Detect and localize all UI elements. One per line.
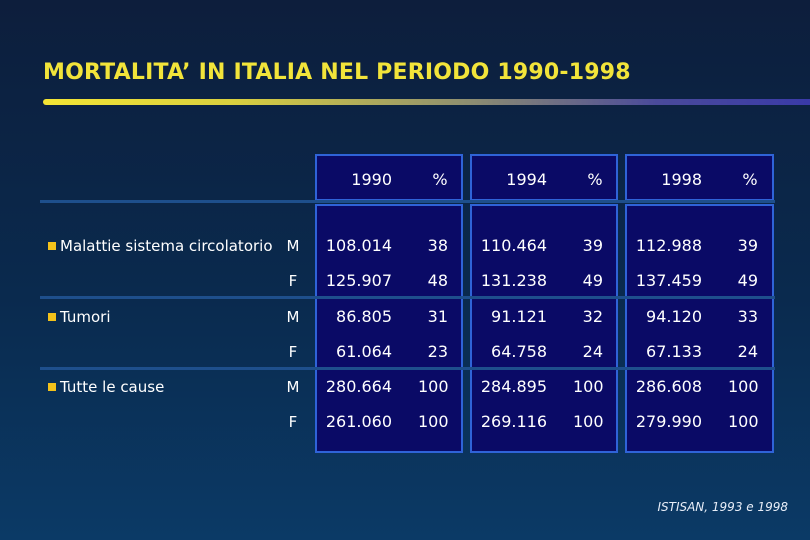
pct-cell: 49 [582,271,603,290]
cause-label: Malattie sistema circolatorio [60,237,273,255]
value-cell: 61.064 [336,342,392,361]
pct-header-1994: % [587,170,603,189]
sex-label: F [288,413,298,431]
group-separator-2 [40,367,775,370]
value-cell: 64.758 [491,342,547,361]
bullet-icon [48,313,56,321]
pct-cell: 39 [582,236,603,255]
pct-cell: 100 [573,412,604,431]
pct-cell: 100 [728,377,759,396]
value-cell: 86.805 [336,307,392,326]
pct-cell: 100 [728,412,759,431]
value-cell: 110.464 [480,236,547,255]
pct-cell: 23 [427,342,448,361]
pct-cell: 49 [737,271,758,290]
pct-header-1990: % [432,170,448,189]
title-underline [43,99,810,105]
value-cell: 279.990 [635,412,702,431]
pct-header-1998: % [742,170,758,189]
value-cell: 112.988 [635,236,702,255]
pct-cell: 100 [418,377,449,396]
pct-cell: 32 [582,307,603,326]
pct-cell: 24 [737,342,758,361]
group-separator-1 [40,296,775,299]
sex-label: M [286,237,300,255]
cause-label: Tutte le cause [60,378,165,396]
header-separator [40,200,775,203]
value-cell: 261.060 [325,412,392,431]
year-header-1990: 1990 [351,170,392,189]
source-note: ISTISAN, 1993 e 1998 [657,500,788,514]
sex-label: M [286,308,300,326]
value-cell: 108.014 [325,236,392,255]
slide-title: MORTALITA’ IN ITALIA NEL PERIODO 1990-1998 [43,60,631,85]
sex-label: F [288,343,298,361]
value-cell: 284.895 [480,377,547,396]
year-header-1998: 1998 [661,170,702,189]
bullet-icon [48,242,56,250]
pct-cell: 24 [582,342,603,361]
value-cell: 91.121 [491,307,547,326]
pct-cell: 31 [427,307,448,326]
pct-cell: 38 [427,236,448,255]
value-cell: 269.116 [480,412,547,431]
value-cell: 125.907 [325,271,392,290]
value-cell: 280.664 [325,377,392,396]
value-cell: 286.608 [635,377,702,396]
year-header-1994: 1994 [506,170,547,189]
pct-cell: 39 [737,236,758,255]
value-cell: 137.459 [635,271,702,290]
sex-label: F [288,272,298,290]
value-cell: 94.120 [646,307,702,326]
sex-label: M [286,378,300,396]
cause-label: Tumori [60,308,111,326]
bullet-icon [48,383,56,391]
pct-cell: 100 [573,377,604,396]
value-cell: 131.238 [480,271,547,290]
pct-cell: 33 [737,307,758,326]
pct-cell: 48 [427,271,448,290]
pct-cell: 100 [418,412,449,431]
value-cell: 67.133 [646,342,702,361]
